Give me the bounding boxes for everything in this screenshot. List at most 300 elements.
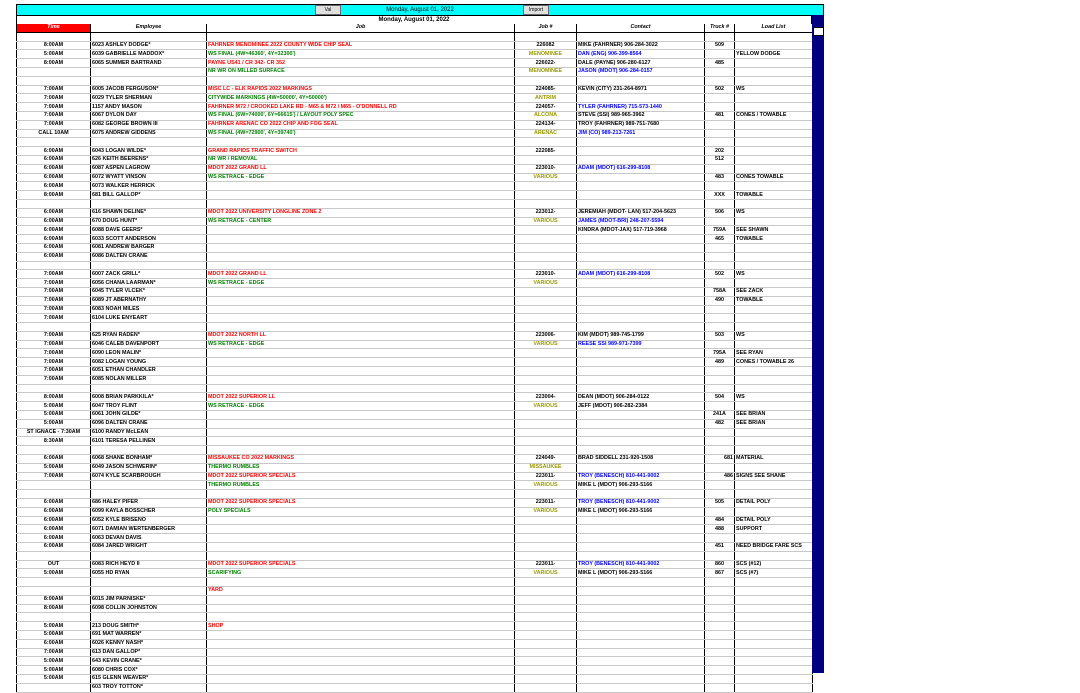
truck-cell[interactable]: 504 bbox=[705, 393, 735, 402]
time-cell[interactable]: 7:00AM bbox=[17, 287, 91, 296]
employee-cell[interactable]: 681 BILL GALLOP* bbox=[91, 191, 207, 200]
employee-cell[interactable]: 6046 CALEB DAVENPORT bbox=[91, 340, 207, 349]
truck-cell[interactable] bbox=[705, 261, 735, 270]
load-list-cell[interactable] bbox=[735, 32, 813, 41]
employee-cell[interactable]: 6055 HD RYAN bbox=[91, 569, 207, 578]
job-number-cell[interactable]: 223004- bbox=[515, 393, 577, 402]
employee-cell[interactable]: 6085 NOLAN MILLER bbox=[91, 375, 207, 384]
truck-cell[interactable] bbox=[705, 32, 735, 41]
table-row[interactable] bbox=[17, 507, 813, 516]
contact-cell[interactable] bbox=[577, 296, 705, 305]
time-cell[interactable]: 8:00AM bbox=[17, 604, 91, 613]
contact-cell[interactable]: REESE SSI 989-971-7399 bbox=[577, 340, 705, 349]
table-row[interactable] bbox=[17, 50, 813, 59]
job-cell[interactable] bbox=[207, 411, 515, 420]
job-cell[interactable] bbox=[207, 674, 515, 683]
job-number-cell[interactable] bbox=[515, 155, 577, 164]
employee-cell[interactable]: 6033 SCOTT ANDERSON bbox=[91, 235, 207, 244]
time-cell[interactable]: 7:00AM bbox=[17, 340, 91, 349]
job-number-cell[interactable] bbox=[515, 595, 577, 604]
job-cell[interactable] bbox=[207, 261, 515, 270]
employee-cell[interactable]: 6043 LOGAN WILDE* bbox=[91, 147, 207, 156]
table-row[interactable] bbox=[17, 411, 813, 420]
time-cell[interactable]: 7:00AM bbox=[17, 367, 91, 376]
col-header-load-list[interactable]: Load List bbox=[735, 24, 813, 32]
truck-cell[interactable]: 484 bbox=[705, 516, 735, 525]
truck-cell[interactable] bbox=[705, 129, 735, 138]
job-cell[interactable]: SCARIFYING bbox=[207, 569, 515, 578]
table-row[interactable] bbox=[17, 516, 813, 525]
contact-cell[interactable]: JAMES (MDOT-BRI) 248-207-5594 bbox=[577, 217, 705, 226]
load-list-cell[interactable] bbox=[735, 103, 813, 112]
contact-cell[interactable] bbox=[577, 525, 705, 534]
job-number-cell[interactable]: MISSAUKEE bbox=[515, 463, 577, 472]
load-list-cell[interactable]: MATERIAL bbox=[735, 455, 813, 464]
table-row[interactable] bbox=[17, 639, 813, 648]
job-cell[interactable] bbox=[207, 516, 515, 525]
job-number-cell[interactable] bbox=[515, 551, 577, 560]
truck-cell[interactable] bbox=[705, 138, 735, 147]
contact-cell[interactable] bbox=[577, 76, 705, 85]
col-header-truck[interactable]: Truck # bbox=[705, 24, 735, 32]
employee-cell[interactable] bbox=[91, 578, 207, 587]
load-list-cell[interactable] bbox=[735, 490, 813, 499]
job-cell[interactable]: WS FINAL (4W=46360', 4Y=32300') bbox=[207, 50, 515, 59]
truck-cell[interactable] bbox=[705, 76, 735, 85]
contact-cell[interactable] bbox=[577, 375, 705, 384]
contact-cell[interactable] bbox=[577, 639, 705, 648]
table-row[interactable] bbox=[17, 428, 813, 437]
time-cell[interactable]: 5:00AM bbox=[17, 419, 91, 428]
employee-cell[interactable] bbox=[91, 32, 207, 41]
time-cell[interactable]: 7:00AM bbox=[17, 648, 91, 657]
table-row[interactable] bbox=[17, 76, 813, 85]
job-cell[interactable] bbox=[207, 428, 515, 437]
contact-cell[interactable] bbox=[577, 595, 705, 604]
contact-cell[interactable] bbox=[577, 428, 705, 437]
employee-cell[interactable]: 6080 CHRIS COX* bbox=[91, 666, 207, 675]
table-row[interactable] bbox=[17, 683, 813, 692]
employee-cell[interactable]: 6051 ETHAN CHANDLER bbox=[91, 367, 207, 376]
truck-cell[interactable]: 795A bbox=[705, 349, 735, 358]
load-list-cell[interactable] bbox=[735, 323, 813, 332]
job-number-cell[interactable] bbox=[515, 76, 577, 85]
time-cell[interactable]: 6:00AM bbox=[17, 252, 91, 261]
job-number-cell[interactable]: 223012- bbox=[515, 208, 577, 217]
job-cell[interactable]: SHOP bbox=[207, 622, 515, 631]
job-number-cell[interactable] bbox=[515, 674, 577, 683]
employee-cell[interactable]: 6073 WALKER HERRICK bbox=[91, 182, 207, 191]
table-row[interactable] bbox=[17, 41, 813, 50]
contact-cell[interactable] bbox=[577, 516, 705, 525]
time-cell[interactable] bbox=[17, 384, 91, 393]
table-row[interactable] bbox=[17, 314, 813, 323]
table-row[interactable] bbox=[17, 446, 813, 455]
job-cell[interactable] bbox=[207, 490, 515, 499]
employee-cell[interactable]: 6052 KYLE BRISENO bbox=[91, 516, 207, 525]
load-list-cell[interactable] bbox=[735, 305, 813, 314]
job-number-cell[interactable] bbox=[515, 446, 577, 455]
truck-cell[interactable]: 486 bbox=[705, 472, 735, 481]
table-row[interactable] bbox=[17, 349, 813, 358]
job-number-cell[interactable] bbox=[515, 191, 577, 200]
truck-cell[interactable]: 503 bbox=[705, 331, 735, 340]
employee-cell[interactable]: 6098 COLLIN JOHNSTON bbox=[91, 604, 207, 613]
table-row[interactable] bbox=[17, 261, 813, 270]
contact-cell[interactable] bbox=[577, 543, 705, 552]
time-cell[interactable]: CALL 10AM bbox=[17, 129, 91, 138]
time-cell[interactable]: 5:00AM bbox=[17, 50, 91, 59]
job-cell[interactable]: WS RETRACE - CENTER bbox=[207, 217, 515, 226]
contact-cell[interactable]: TROY (BENESCH) 810-441-9002 bbox=[577, 472, 705, 481]
load-list-cell[interactable] bbox=[735, 534, 813, 543]
contact-cell[interactable] bbox=[577, 534, 705, 543]
job-number-cell[interactable]: VARIOUS bbox=[515, 481, 577, 490]
col-header-employee[interactable]: Employee bbox=[91, 24, 207, 32]
contact-cell[interactable]: MIKE L (MDOT) 906-293-5166 bbox=[577, 481, 705, 490]
time-cell[interactable]: 5:00AM bbox=[17, 411, 91, 420]
contact-cell[interactable] bbox=[577, 252, 705, 261]
time-cell[interactable]: 6:00AM bbox=[17, 516, 91, 525]
employee-cell[interactable]: 6029 TYLER SHERMAN bbox=[91, 94, 207, 103]
truck-cell[interactable] bbox=[705, 613, 735, 622]
load-list-cell[interactable] bbox=[735, 481, 813, 490]
load-list-cell[interactable]: TOWABLE bbox=[735, 296, 813, 305]
contact-cell[interactable] bbox=[577, 657, 705, 666]
contact-cell[interactable] bbox=[577, 490, 705, 499]
truck-cell[interactable] bbox=[705, 587, 735, 596]
truck-cell[interactable] bbox=[705, 622, 735, 631]
job-number-cell[interactable] bbox=[515, 683, 577, 692]
job-number-cell[interactable]: 223011- bbox=[515, 560, 577, 569]
load-list-cell[interactable]: SEE ZACK bbox=[735, 287, 813, 296]
truck-cell[interactable] bbox=[705, 164, 735, 173]
contact-cell[interactable]: JASON (MDOT) 906-284-0157 bbox=[577, 67, 705, 76]
job-cell[interactable] bbox=[207, 648, 515, 657]
truck-cell[interactable] bbox=[705, 120, 735, 129]
load-list-cell[interactable]: CONES TOWABLE bbox=[735, 173, 813, 182]
table-row[interactable] bbox=[17, 551, 813, 560]
job-number-cell[interactable]: 222085- bbox=[515, 147, 577, 156]
time-cell[interactable] bbox=[17, 551, 91, 560]
job-cell[interactable] bbox=[207, 551, 515, 560]
time-cell[interactable]: 7:00AM bbox=[17, 314, 91, 323]
employee-cell[interactable]: 6071 DAMIAN WERTENBERGER bbox=[91, 525, 207, 534]
truck-cell[interactable]: 481 bbox=[705, 111, 735, 120]
load-list-cell[interactable]: CONES / TOWABLE bbox=[735, 111, 813, 120]
time-cell[interactable]: 8:00AM bbox=[17, 59, 91, 68]
employee-cell[interactable] bbox=[91, 323, 207, 332]
contact-cell[interactable] bbox=[577, 551, 705, 560]
load-list-cell[interactable] bbox=[735, 648, 813, 657]
employee-cell[interactable]: 615 GLENN WEAVER* bbox=[91, 674, 207, 683]
truck-cell[interactable]: 490 bbox=[705, 296, 735, 305]
truck-cell[interactable]: 506 bbox=[705, 208, 735, 217]
employee-cell[interactable]: 6104 LUKE ENYEART bbox=[91, 314, 207, 323]
contact-cell[interactable] bbox=[577, 630, 705, 639]
job-number-cell[interactable] bbox=[515, 32, 577, 41]
contact-cell[interactable] bbox=[577, 411, 705, 420]
job-number-cell[interactable] bbox=[515, 235, 577, 244]
employee-cell[interactable]: 626 KEITH BEERENS* bbox=[91, 155, 207, 164]
employee-cell[interactable]: 670 DOUG HUNT* bbox=[91, 217, 207, 226]
employee-cell[interactable] bbox=[91, 67, 207, 76]
job-cell[interactable] bbox=[207, 367, 515, 376]
time-cell[interactable]: 8:00AM bbox=[17, 393, 91, 402]
load-list-cell[interactable]: WS bbox=[735, 208, 813, 217]
employee-cell[interactable]: 213 DOUG SMITH* bbox=[91, 622, 207, 631]
load-list-cell[interactable] bbox=[735, 587, 813, 596]
load-list-cell[interactable] bbox=[735, 367, 813, 376]
job-number-cell[interactable]: 223006- bbox=[515, 331, 577, 340]
load-list-cell[interactable] bbox=[735, 578, 813, 587]
job-cell[interactable] bbox=[207, 182, 515, 191]
employee-cell[interactable]: 6005 JACOB FERGUSON* bbox=[91, 85, 207, 94]
employee-cell[interactable] bbox=[91, 490, 207, 499]
contact-cell[interactable] bbox=[577, 235, 705, 244]
job-number-cell[interactable] bbox=[515, 613, 577, 622]
truck-cell[interactable] bbox=[705, 67, 735, 76]
table-row[interactable] bbox=[17, 217, 813, 226]
table-row[interactable] bbox=[17, 622, 813, 631]
load-list-cell[interactable] bbox=[735, 437, 813, 446]
load-list-cell[interactable] bbox=[735, 243, 813, 252]
truck-cell[interactable] bbox=[705, 402, 735, 411]
truck-cell[interactable]: 860 bbox=[705, 560, 735, 569]
job-number-cell[interactable]: VARIOUS bbox=[515, 402, 577, 411]
contact-cell[interactable]: ADAM (MDOT) 616-299-8108 bbox=[577, 270, 705, 279]
job-cell[interactable]: WS RETRACE - EDGE bbox=[207, 340, 515, 349]
job-cell[interactable] bbox=[207, 446, 515, 455]
contact-cell[interactable] bbox=[577, 261, 705, 270]
load-list-cell[interactable]: TOWABLE bbox=[735, 235, 813, 244]
truck-cell[interactable] bbox=[705, 446, 735, 455]
job-number-cell[interactable] bbox=[515, 578, 577, 587]
job-number-cell[interactable] bbox=[515, 243, 577, 252]
load-list-cell[interactable]: WS bbox=[735, 270, 813, 279]
load-list-cell[interactable] bbox=[735, 94, 813, 103]
load-list-cell[interactable] bbox=[735, 340, 813, 349]
job-cell[interactable]: THERMO RUMBLES bbox=[207, 463, 515, 472]
table-row[interactable] bbox=[17, 455, 813, 464]
truck-cell[interactable] bbox=[705, 243, 735, 252]
table-row[interactable] bbox=[17, 543, 813, 552]
employee-cell[interactable] bbox=[91, 384, 207, 393]
contact-cell[interactable]: DAN (ENG) 906-399-8564 bbox=[577, 50, 705, 59]
employee-cell[interactable]: 613 DAN GALLOP* bbox=[91, 648, 207, 657]
job-number-cell[interactable] bbox=[515, 252, 577, 261]
time-cell[interactable]: 8:00AM bbox=[17, 41, 91, 50]
time-cell[interactable] bbox=[17, 683, 91, 692]
load-list-cell[interactable]: SUPPORT bbox=[735, 525, 813, 534]
employee-cell[interactable]: 6008 BRIAN PARKKILA* bbox=[91, 393, 207, 402]
load-list-cell[interactable]: TOWABLE bbox=[735, 191, 813, 200]
table-row[interactable] bbox=[17, 296, 813, 305]
employee-cell[interactable]: 6099 KAYLA BOSSCHER bbox=[91, 507, 207, 516]
job-number-cell[interactable] bbox=[515, 437, 577, 446]
employee-cell[interactable]: 6067 DYLON DAY bbox=[91, 111, 207, 120]
contact-cell[interactable] bbox=[577, 604, 705, 613]
truck-cell[interactable] bbox=[705, 428, 735, 437]
employee-cell[interactable]: 6045 TYLER VLCEK* bbox=[91, 287, 207, 296]
contact-cell[interactable] bbox=[577, 437, 705, 446]
truck-cell[interactable] bbox=[705, 595, 735, 604]
job-cell[interactable] bbox=[207, 683, 515, 692]
truck-cell[interactable] bbox=[705, 463, 735, 472]
job-number-cell[interactable] bbox=[515, 604, 577, 613]
truck-cell[interactable] bbox=[705, 534, 735, 543]
contact-cell[interactable] bbox=[577, 314, 705, 323]
table-row[interactable] bbox=[17, 164, 813, 173]
job-number-cell[interactable]: 224057- bbox=[515, 103, 577, 112]
time-cell[interactable]: 7:00AM bbox=[17, 103, 91, 112]
table-row[interactable] bbox=[17, 226, 813, 235]
job-number-cell[interactable] bbox=[515, 349, 577, 358]
job-number-cell[interactable]: ARENAC bbox=[515, 129, 577, 138]
job-cell[interactable]: PAYNE US41 / CR 342- CR 352 bbox=[207, 59, 515, 68]
table-row[interactable] bbox=[17, 208, 813, 217]
time-cell[interactable]: 5:00AM bbox=[17, 569, 91, 578]
contact-cell[interactable] bbox=[577, 349, 705, 358]
time-cell[interactable]: 7:00AM bbox=[17, 349, 91, 358]
job-cell[interactable]: MISSAUKEE CO 2022 MARKINGS bbox=[207, 455, 515, 464]
load-list-cell[interactable]: SCS (#7) bbox=[735, 569, 813, 578]
load-list-cell[interactable] bbox=[735, 217, 813, 226]
job-number-cell[interactable] bbox=[515, 261, 577, 270]
truck-cell[interactable]: 509 bbox=[705, 41, 735, 50]
load-list-cell[interactable]: SEE SHAWN bbox=[735, 226, 813, 235]
time-cell[interactable]: 8:30AM bbox=[17, 437, 91, 446]
time-cell[interactable] bbox=[17, 613, 91, 622]
job-number-cell[interactable]: ALCONA bbox=[515, 111, 577, 120]
time-cell[interactable]: 6:00AM bbox=[17, 639, 91, 648]
load-list-cell[interactable] bbox=[735, 147, 813, 156]
val-button[interactable]: Val bbox=[315, 5, 341, 15]
employee-cell[interactable]: 691 MAT WARREN* bbox=[91, 630, 207, 639]
job-cell[interactable]: WS FINAL (6W=74000', 6Y=66615') / LAYOUT POLY SPEC bbox=[207, 111, 515, 120]
time-cell[interactable] bbox=[17, 446, 91, 455]
truck-cell[interactable] bbox=[705, 437, 735, 446]
employee-cell[interactable]: 6086 DALTEN CRANE bbox=[91, 252, 207, 261]
job-cell[interactable]: MDOT 2022 GRAND LL bbox=[207, 270, 515, 279]
contact-cell[interactable] bbox=[577, 305, 705, 314]
contact-cell[interactable] bbox=[577, 578, 705, 587]
load-list-cell[interactable]: NEED BRIDGE FARE SCS bbox=[735, 543, 813, 552]
contact-cell[interactable] bbox=[577, 32, 705, 41]
time-cell[interactable]: 6:00AM bbox=[17, 164, 91, 173]
load-list-cell[interactable] bbox=[735, 384, 813, 393]
employee-cell[interactable]: 603 TROY TOTTON* bbox=[91, 683, 207, 692]
job-number-cell[interactable]: ANTRIM bbox=[515, 94, 577, 103]
table-row[interactable] bbox=[17, 182, 813, 191]
contact-cell[interactable]: BRAD SIDDELL 231-920-1508 bbox=[577, 455, 705, 464]
job-cell[interactable] bbox=[207, 384, 515, 393]
table-row[interactable] bbox=[17, 657, 813, 666]
load-list-cell[interactable] bbox=[735, 613, 813, 622]
employee-cell[interactable]: 6083 RICH HEYD II bbox=[91, 560, 207, 569]
contact-cell[interactable] bbox=[577, 199, 705, 208]
contact-cell[interactable] bbox=[577, 287, 705, 296]
employee-cell[interactable]: 6075 ANDREW GIDDENS bbox=[91, 129, 207, 138]
contact-cell[interactable]: STEVE (SSI) 989-965-3962 bbox=[577, 111, 705, 120]
contact-cell[interactable]: DEAN (MDOT) 906-284-0122 bbox=[577, 393, 705, 402]
time-cell[interactable]: 5:00AM bbox=[17, 657, 91, 666]
load-list-cell[interactable] bbox=[735, 446, 813, 455]
job-number-cell[interactable] bbox=[515, 296, 577, 305]
contact-cell[interactable] bbox=[577, 191, 705, 200]
contact-cell[interactable] bbox=[577, 674, 705, 683]
employee-cell[interactable]: 6047 TROY FLINT bbox=[91, 402, 207, 411]
table-row[interactable] bbox=[17, 402, 813, 411]
job-number-cell[interactable]: VARIOUS bbox=[515, 340, 577, 349]
time-cell[interactable] bbox=[17, 323, 91, 332]
truck-cell[interactable] bbox=[705, 217, 735, 226]
employee-cell[interactable] bbox=[91, 551, 207, 560]
job-cell[interactable]: MDOT 2022 SUPERIOR LL bbox=[207, 393, 515, 402]
time-cell[interactable]: 6:00AM bbox=[17, 182, 91, 191]
job-cell[interactable] bbox=[207, 613, 515, 622]
job-cell[interactable] bbox=[207, 657, 515, 666]
time-cell[interactable]: 7:00AM bbox=[17, 375, 91, 384]
job-number-cell[interactable] bbox=[515, 534, 577, 543]
employee-cell[interactable]: 6068 SHANE BONHAM* bbox=[91, 455, 207, 464]
time-cell[interactable]: 7:00AM bbox=[17, 270, 91, 279]
truck-cell[interactable] bbox=[705, 103, 735, 112]
load-list-cell[interactable]: SEE RYAN bbox=[735, 349, 813, 358]
truck-cell[interactable] bbox=[705, 199, 735, 208]
job-cell[interactable]: YARD bbox=[207, 587, 515, 596]
load-list-cell[interactable] bbox=[735, 551, 813, 560]
job-cell[interactable]: WS RETRACE - EDGE bbox=[207, 173, 515, 182]
contact-cell[interactable]: DALE (PAYNE) 906-280-6127 bbox=[577, 59, 705, 68]
job-number-cell[interactable] bbox=[515, 666, 577, 675]
employee-cell[interactable]: 625 RYAN RADEN* bbox=[91, 331, 207, 340]
time-cell[interactable]: 7:00AM bbox=[17, 305, 91, 314]
job-cell[interactable] bbox=[207, 32, 515, 41]
col-header-contact[interactable]: Contact bbox=[577, 24, 705, 32]
employee-cell[interactable]: 686 HALEY PIFER bbox=[91, 499, 207, 508]
job-number-cell[interactable]: VARIOUS bbox=[515, 173, 577, 182]
job-cell[interactable]: MDOT 2022 NORTH LL bbox=[207, 331, 515, 340]
load-list-cell[interactable] bbox=[735, 164, 813, 173]
truck-cell[interactable]: XXX bbox=[705, 191, 735, 200]
job-cell[interactable]: MDOT 2022 GRAND LL bbox=[207, 164, 515, 173]
table-row[interactable] bbox=[17, 481, 813, 490]
truck-cell[interactable] bbox=[705, 340, 735, 349]
employee-cell[interactable] bbox=[91, 261, 207, 270]
table-row[interactable] bbox=[17, 393, 813, 402]
load-list-cell[interactable] bbox=[735, 683, 813, 692]
job-number-cell[interactable] bbox=[515, 358, 577, 367]
job-number-cell[interactable] bbox=[515, 587, 577, 596]
job-number-cell[interactable]: 226082 bbox=[515, 41, 577, 50]
load-list-cell[interactable] bbox=[735, 595, 813, 604]
job-number-cell[interactable] bbox=[515, 516, 577, 525]
import-button[interactable]: Import bbox=[523, 5, 549, 15]
job-cell[interactable]: FAHRNER MENOMINEE 2022 COUNTY WIDE CHIP SEAL bbox=[207, 41, 515, 50]
table-row[interactable] bbox=[17, 534, 813, 543]
load-list-cell[interactable] bbox=[735, 59, 813, 68]
contact-cell[interactable]: MIKE (FAHRNER) 906-284-3022 bbox=[577, 41, 705, 50]
contact-cell[interactable] bbox=[577, 587, 705, 596]
load-list-cell[interactable] bbox=[735, 199, 813, 208]
time-cell[interactable]: 5:00AM bbox=[17, 674, 91, 683]
employee-cell[interactable]: 6063 DEVAN DAVIS bbox=[91, 534, 207, 543]
table-row[interactable] bbox=[17, 235, 813, 244]
time-cell[interactable] bbox=[17, 76, 91, 85]
job-cell[interactable] bbox=[207, 358, 515, 367]
truck-cell[interactable] bbox=[705, 252, 735, 261]
